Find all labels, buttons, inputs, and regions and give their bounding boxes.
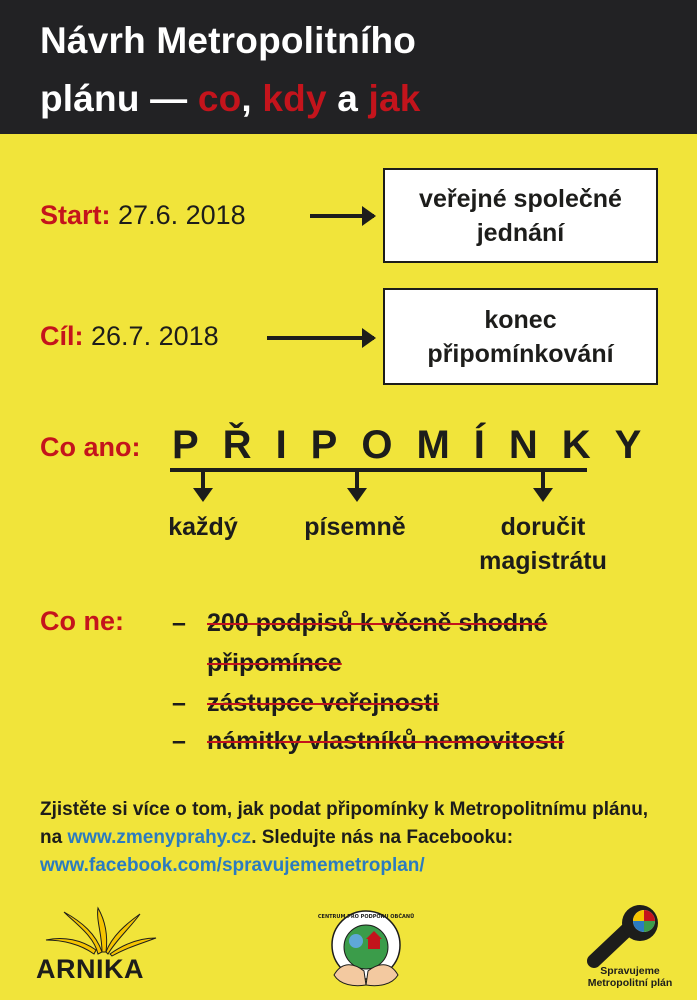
pripominky-word: PŘIPOMÍNKY: [172, 423, 666, 467]
cil-arrow: [267, 336, 374, 340]
spravujeme-logo: [580, 903, 680, 995]
start-box-line2: jednání: [476, 218, 565, 247]
co-ne-label: Co ne:: [40, 606, 124, 636]
ne-item-pripomince-text: připomínce: [207, 649, 342, 677]
cil-box-line1: konec: [484, 305, 557, 334]
ne-item-namitky-text: námitky vlastníků nemovitostí: [207, 727, 565, 755]
ne-item-podpisy-text: 200 podpisů k věcně shodné: [207, 609, 548, 637]
header-banner: [0, 0, 697, 134]
cil-date: 26.7. 2018: [91, 321, 219, 351]
ano-item-dorucit-magistratu: [458, 510, 628, 578]
info-paragraph: [40, 796, 670, 880]
title-jak: jak: [368, 78, 421, 119]
drop-arrow-1: [201, 472, 205, 490]
info-text-1: Zjistěte si více o tom, jak podat připomínky k Metropolitnímu plánu, na: [40, 799, 649, 848]
title-comma: ,: [241, 78, 263, 119]
spravujeme-logo-text: [580, 965, 680, 989]
page-title-line2: [40, 78, 421, 120]
page-title-line1: Návrh Metropolitního: [40, 20, 417, 61]
zmenyprahy-link[interactable]: www.zmenyprahy.cz: [67, 827, 252, 848]
start-arrow: [310, 214, 374, 218]
ne-dash: –: [172, 727, 186, 755]
start-row: [40, 200, 246, 231]
ne-dash: –: [172, 689, 186, 717]
info-text-2: . Sledujte nás na Facebooku:: [251, 827, 514, 848]
ne-item-podpisy-cont: [172, 643, 652, 683]
ne-item-namitky: [172, 721, 652, 761]
title-kdy: kdy: [262, 78, 327, 119]
ne-item-zastupce-text: zástupce veřejnosti: [207, 689, 440, 717]
ne-item-podpisy: [172, 603, 652, 643]
centrum-logo-text: CENTRUM PRO PODPORU OBČANŮ: [317, 914, 415, 920]
ne-dash: –: [172, 609, 186, 637]
ano-item-dorucit: doručit: [500, 513, 586, 541]
arnika-logo-text: ARNIKA: [36, 954, 144, 984]
title-co: co: [197, 78, 242, 119]
centrum-logo: [317, 905, 415, 993]
arnika-flower-icon: [36, 906, 166, 956]
start-label: Start:: [40, 200, 111, 230]
pripominky-bar: [170, 468, 587, 472]
spravujeme-line1: Spravujeme: [600, 965, 660, 977]
drop-arrow-2: [355, 472, 359, 490]
ano-item-kazdy: každý: [168, 513, 238, 541]
ano-item-pisemne: písemně: [304, 513, 406, 541]
title-prefix: plánu —: [40, 78, 198, 119]
centrum-emblem-icon: [317, 905, 415, 993]
drop-arrow-3: [541, 472, 545, 490]
start-date: 27.6. 2018: [118, 200, 246, 230]
title-a: a: [326, 78, 369, 119]
ne-item-zastupce: [172, 683, 652, 723]
arnika-logo: [36, 906, 166, 986]
spravujeme-wrench-icon: [580, 903, 680, 965]
cil-box: [383, 288, 658, 385]
co-ano-label: Co ano:: [40, 432, 141, 462]
cil-label: Cíl:: [40, 321, 84, 351]
start-box: [383, 168, 658, 263]
spravujeme-line2: Metropolitní plán: [587, 977, 673, 989]
ano-item-magistratu: magistrátu: [479, 547, 607, 575]
facebook-link[interactable]: www.facebook.com/spravujememetroplan/: [40, 855, 425, 876]
cil-box-line2: připomínkování: [427, 339, 614, 368]
cil-row: [40, 321, 219, 352]
start-box-line1: veřejné společné: [419, 184, 622, 213]
